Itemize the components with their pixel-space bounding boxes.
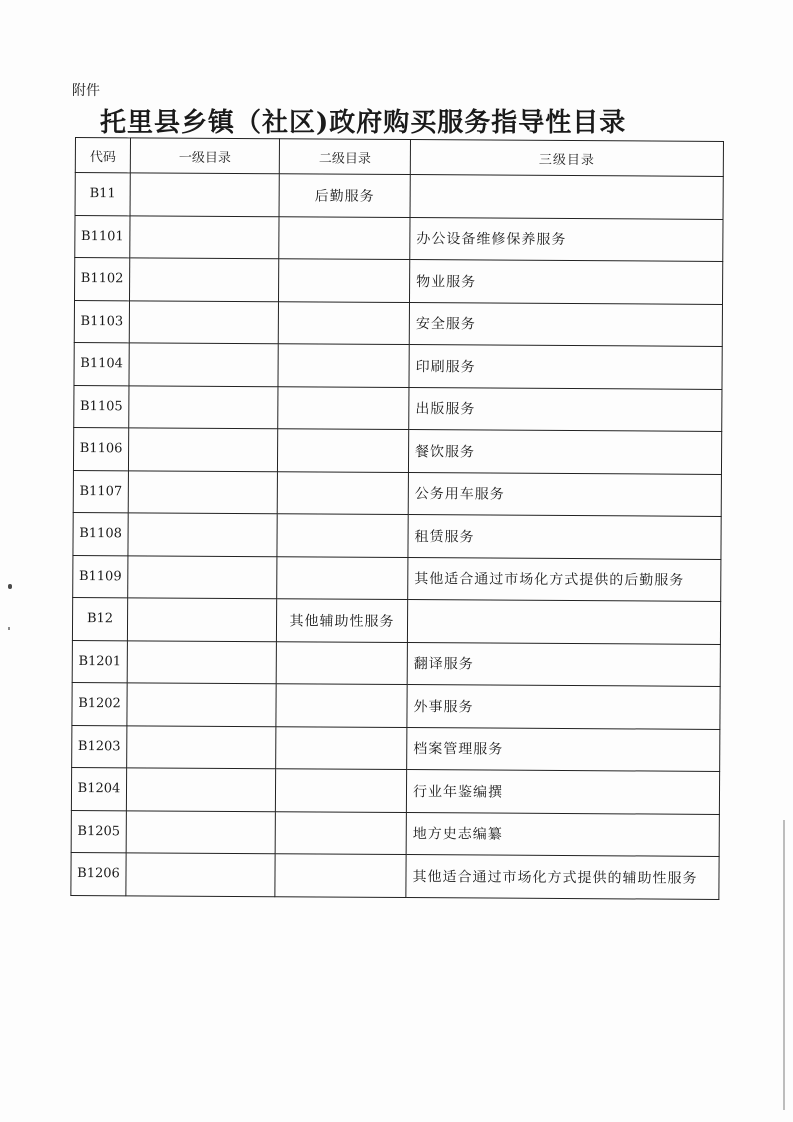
scan-edge-line	[783, 820, 785, 1110]
table-row	[73, 555, 721, 601]
table-row	[71, 767, 719, 813]
cell-level2	[276, 684, 407, 727]
document-title: 托里县乡镇（社区)政府购买服务指导性目录	[100, 108, 627, 138]
cell-level1	[127, 598, 276, 641]
cell-level2	[275, 811, 406, 854]
cell-level3: 其他适合通过市场化方式提供的辅助性服务	[406, 855, 719, 899]
cell-level2	[275, 769, 406, 812]
table-row	[73, 427, 721, 473]
cell-level3: 档案管理服务	[407, 727, 720, 771]
cell-level2	[276, 641, 407, 684]
cell-code: B1109	[73, 555, 128, 598]
cell-code: B1206	[71, 852, 126, 895]
cell-level2	[276, 726, 407, 769]
scan-speck	[8, 584, 12, 589]
cell-code: B1204	[71, 767, 126, 810]
table-row	[72, 640, 720, 686]
scan-speck	[8, 627, 10, 630]
cell-level2	[279, 216, 410, 259]
cell-level3: 地方史志编纂	[406, 812, 719, 856]
cell-level3: 餐饮服务	[408, 430, 721, 474]
cell-level3: 安全服务	[409, 302, 722, 346]
table-row	[71, 810, 719, 856]
cell-level1	[126, 810, 275, 853]
cell-level3	[407, 600, 720, 644]
cell-level1	[130, 215, 279, 258]
table-row	[74, 342, 722, 388]
cell-level3: 出版服务	[409, 387, 722, 431]
cell-level2	[277, 471, 408, 514]
cell-level1	[128, 470, 277, 513]
table-row	[75, 258, 723, 304]
table-row	[75, 215, 723, 261]
cell-level3: 其他适合通过市场化方式提供的后勤服务	[408, 557, 721, 601]
cell-level2	[278, 301, 409, 344]
attachment-label: 附件	[72, 83, 100, 99]
cell-level3: 租赁服务	[408, 515, 721, 559]
cell-level3: 物业服务	[409, 260, 722, 304]
table-row	[74, 385, 722, 431]
table-row	[73, 512, 721, 558]
cell-level3: 行业年鉴编撰	[406, 770, 719, 814]
cell-level3: 外事服务	[407, 685, 720, 729]
cell-code: B12	[72, 597, 127, 640]
cell-level1	[129, 300, 278, 343]
table-row	[72, 725, 720, 771]
cell-level1	[127, 640, 276, 683]
cell-level2: 后勤服务	[279, 174, 410, 217]
header-code: 代码	[75, 138, 130, 173]
cell-level1	[126, 853, 275, 896]
catalog-table-body	[71, 173, 723, 899]
cell-code: B1201	[72, 640, 127, 683]
cell-level3	[410, 175, 723, 219]
cell-level1	[128, 555, 277, 598]
header-level2: 二级目录	[279, 139, 410, 175]
cell-level2	[277, 514, 408, 557]
cell-level2	[275, 854, 406, 897]
table-row	[74, 300, 722, 346]
cell-code: B1105	[74, 385, 129, 428]
cell-level2: 其他辅助性服务	[276, 599, 407, 642]
cell-level1	[127, 725, 276, 768]
table-row	[72, 597, 720, 643]
table-row	[75, 173, 723, 219]
cell-level2	[277, 429, 408, 472]
cell-code: B1108	[73, 512, 128, 555]
cell-level2	[279, 259, 410, 302]
table-header-row	[75, 138, 723, 177]
cell-code: B1102	[75, 258, 130, 301]
cell-code: B11	[75, 173, 130, 216]
cell-level1	[126, 768, 275, 811]
table-row	[71, 852, 719, 898]
cell-code: B1101	[75, 215, 130, 258]
catalog-table	[70, 137, 724, 899]
cell-level1	[128, 513, 277, 556]
cell-level2	[277, 556, 408, 599]
cell-code: B1203	[72, 725, 127, 768]
table-row	[72, 682, 720, 728]
cell-code: B1104	[74, 342, 129, 385]
table-row	[73, 470, 721, 516]
cell-code: B1103	[74, 300, 129, 343]
cell-level3: 印刷服务	[409, 345, 722, 389]
cell-code: B1106	[73, 427, 128, 470]
cell-level1	[130, 258, 279, 301]
header-level3: 三级目录	[410, 140, 723, 177]
cell-level1	[130, 173, 279, 216]
header-level1: 一级目录	[130, 138, 279, 174]
cell-level1	[127, 683, 276, 726]
cell-level3: 公务用车服务	[408, 472, 721, 516]
cell-level1	[129, 385, 278, 428]
cell-code: B1205	[71, 810, 126, 853]
cell-level1	[128, 428, 277, 471]
cell-code: B1107	[73, 470, 128, 513]
cell-level1	[129, 343, 278, 386]
cell-level3: 办公设备维修保养服务	[410, 217, 723, 261]
cell-level3: 翻译服务	[407, 642, 720, 686]
cell-level2	[278, 344, 409, 387]
cell-code: B1202	[72, 682, 127, 725]
cell-level2	[278, 386, 409, 429]
